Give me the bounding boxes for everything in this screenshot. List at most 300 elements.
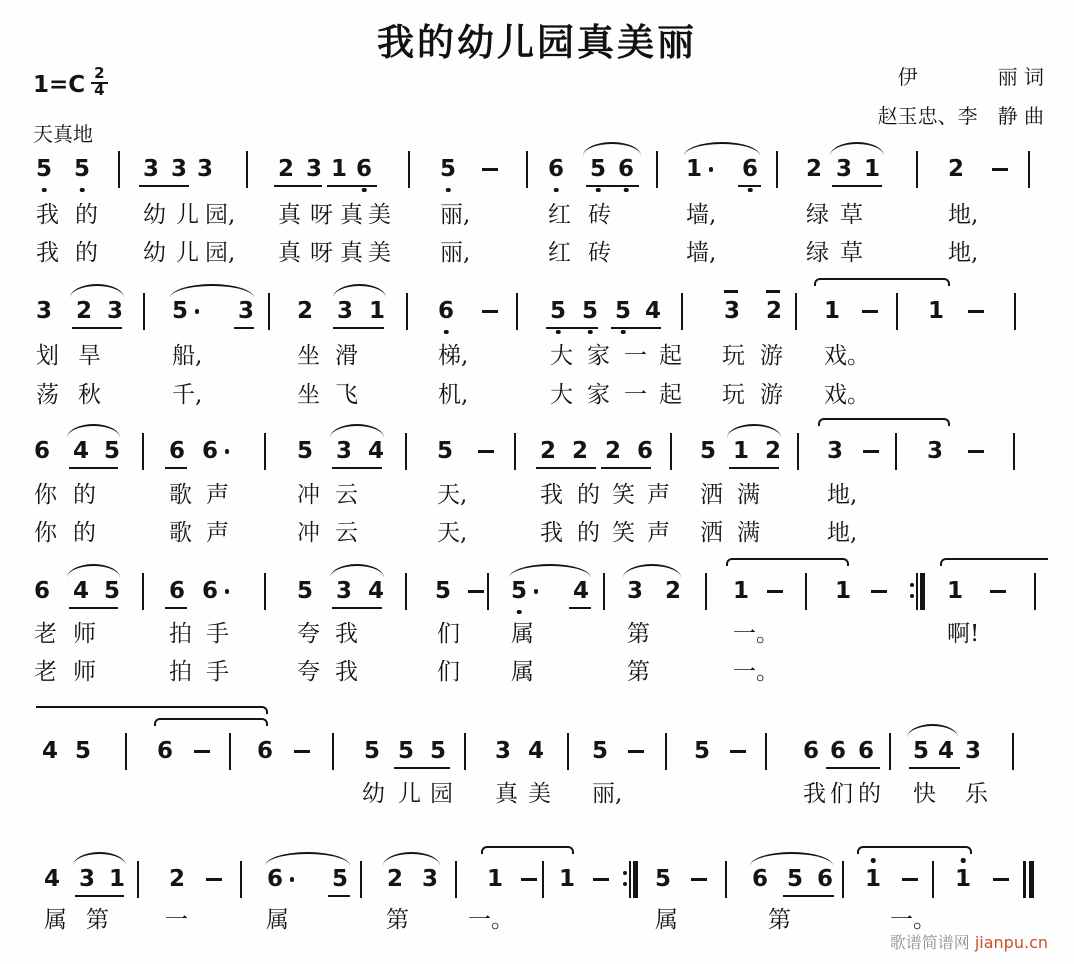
barline [137,861,139,898]
tie-bracket [814,278,950,286]
jianpu-note: 2 [605,438,622,464]
slur [727,424,781,438]
lyric-syllable: 一 [624,343,647,369]
lyric-syllable: 我 [540,520,563,546]
jianpu-note: 3 [495,738,512,764]
duration-dash [468,590,484,593]
barline [455,861,457,898]
eighth-beam [333,327,384,329]
lyric-syllable: 旱 [78,343,101,369]
lyric-syllable: 儿 [398,781,421,807]
repeat-barline [623,861,638,898]
lyric-syllable: 洒 [700,520,723,546]
jianpu-note: 1 [947,578,964,604]
barline [725,861,727,898]
augmentation-dot [195,309,200,314]
jianpu-note: 3 [79,866,96,892]
lyric-syllable: 美 [368,202,391,228]
lyric-syllable: 属 [266,907,289,933]
eighth-beam [586,185,639,187]
lyric-syllable: 夸 [297,659,320,685]
jianpu-note: 6 [858,738,875,764]
duration-dash [206,878,222,881]
barline [805,573,807,610]
lyric-syllable: 荡 [36,382,59,408]
jianpu-note: 2 [76,298,93,324]
song-title: 我的幼儿园真美丽 [377,20,697,64]
eighth-beam [783,895,834,897]
duration-dash [863,450,879,453]
lyric-syllable: 声 [647,482,670,508]
jianpu-note: 6 [752,866,769,892]
jianpu-note: 3 [238,298,255,324]
jianpu-note: 5 [700,438,717,464]
jianpu-note: 5 [787,866,804,892]
barline [405,433,407,470]
lyric-syllable: 第 [768,907,791,933]
slur [330,564,384,578]
lyric-syllable: 家 [587,343,610,369]
barline [268,293,270,330]
eighth-beam [274,185,322,187]
lyric-syllable: 一 [624,382,647,408]
credits [878,58,1044,136]
lyric-syllable: 真 [278,240,301,266]
lyric-syllable: 戏。 [824,343,870,369]
tie-bracket [481,846,574,854]
barline [889,733,891,770]
eighth-beam [72,327,122,329]
barline [842,861,844,898]
repeat-barline [910,573,925,610]
duration-dash [691,878,707,881]
jianpu-note: 5 [440,158,456,181]
jianpu-note: 5 [615,300,631,323]
octave-dot-low [596,188,601,193]
jianpu-note: 3 [171,156,188,182]
lyric-syllable: 草 [840,240,863,266]
eighth-beam [546,327,598,329]
lyric-syllable: 绿 [806,240,829,266]
jianpu-note: 2 [765,438,782,464]
barline [932,861,934,898]
lyric-syllable: 家 [587,382,610,408]
lyric-syllable: 机, [438,382,469,408]
jianpu-note: 6 [157,738,174,764]
eighth-beam [832,185,882,187]
lyric-syllable: 冲 [297,520,320,546]
lyric-syllable: 一。 [890,907,936,933]
duration-dash [968,310,984,313]
lyric-syllable: 草 [840,202,863,228]
slur [67,564,120,578]
octave-dot-low [748,188,753,193]
slur [623,564,681,578]
jianpu-note: 1 [928,298,945,324]
lyric-syllable: 千, [172,382,203,408]
jianpu-note: 1 [865,868,881,891]
lyric-syllable: 天, [437,482,468,508]
eighth-beam [139,185,189,187]
lyric-syllable: 老 [34,659,57,685]
eighth-beam [327,185,377,187]
jianpu-note: 1 [487,866,504,892]
barline [332,733,334,770]
lyric-syllable: 一。 [468,907,514,933]
key-signature [33,64,108,107]
lyric-syllable: 我 [36,202,59,228]
eighth-beam [69,467,118,469]
lyric-syllable: 戏。 [824,382,870,408]
jianpu-note: 6 [830,738,847,764]
eighth-beam [165,467,187,469]
barline [408,151,410,188]
barline [895,433,897,470]
jianpu-note: 1 [686,158,702,181]
time-signature-denominator: 4 [94,81,105,100]
jianpu-note: 3 [724,300,740,323]
lyric-syllable: 洒 [700,482,723,508]
jianpu-note: 2 [540,438,557,464]
jianpu-note: 3 [422,866,439,892]
eighth-beam [328,895,350,897]
slur [830,142,884,156]
jianpu-note: 6 [356,158,372,181]
barline [542,861,544,898]
jianpu-note: 3 [927,438,944,464]
jianpu-note: 1 [559,866,576,892]
final-barline [1023,861,1035,898]
lyric-syllable: 墙, [686,202,717,228]
jianpu-note: 4 [73,578,90,604]
lyric-syllable: 师 [73,659,96,685]
eighth-beam [601,467,651,469]
barline [1013,433,1015,470]
composer-credit: 赵玉忠、李 静 曲 [877,104,1044,128]
lyric-syllable: 笑 [612,482,635,508]
watermark-site: 歌谱简谱网 [889,933,975,952]
duration-dash [478,450,494,453]
lyric-syllable: 儿 [176,240,199,266]
eighth-beam [332,607,382,609]
octave-dot-low [556,330,561,335]
slur [684,142,760,156]
jianpu-note: 2 [169,866,186,892]
jianpu-note: 6 [817,866,834,892]
jianpu-note: 1 [733,438,750,464]
duration-dash [992,168,1008,171]
jianpu-note: 2 [665,578,682,604]
jianpu-note: 5 [172,300,188,323]
octave-dot-low [446,188,451,193]
jianpu-note: 6 [742,158,758,181]
jianpu-note: 2 [766,300,782,323]
augmentation-dot [534,589,539,594]
barline [264,573,266,610]
barline [142,573,144,610]
lyric-syllable: 我 [803,781,826,807]
jianpu-note: 1 [109,866,126,892]
lyric-syllable: 歌 [169,520,192,546]
lyric-syllable: 手 [206,621,229,647]
lyric-syllable: 你 [34,520,57,546]
lyric-syllable: 丽, [440,202,471,228]
jianpu-note: 6 [34,578,51,604]
octave-dot-low [517,610,522,615]
lyric-syllable: 幼 [362,781,385,807]
lyric-syllable: 游 [760,343,783,369]
jianpu-note: 1 [369,298,386,324]
barline [896,293,898,330]
lyric-syllable: 属 [44,907,67,933]
eighth-beam [909,767,960,769]
duration-dash [593,878,609,881]
lyric-syllable: 的 [75,202,98,228]
jianpu-note: 4 [73,438,90,464]
lyric-syllable: 幼 [143,240,166,266]
lyric-syllable: 手 [206,659,229,685]
barline [1012,733,1014,770]
augmentation-dot [225,449,230,454]
tenuto-mark [766,290,780,293]
lyric-syllable: 滑 [335,343,358,369]
jianpu-note: 2 [572,438,589,464]
eighth-beam [69,607,118,609]
duration-dash [767,590,783,593]
lyric-syllable: 的 [858,781,881,807]
duration-dash [294,750,310,753]
jianpu-note: 5 [590,158,606,181]
octave-dot-low [621,330,626,335]
lyric-syllable: 快 [913,781,936,807]
lyric-syllable: 起 [659,382,682,408]
lyric-syllable: 划 [36,343,59,369]
slur [70,284,124,298]
lyric-syllable: 啊! [947,621,980,647]
tie-bracket [818,418,950,426]
jianpu-note: 4 [368,578,385,604]
jianpu-note: 6 [267,868,283,891]
jianpu-note: 1 [955,868,971,891]
lyric-syllable: 的 [75,240,98,266]
jianpu-note: 3 [336,438,353,464]
lyric-syllable: 你 [34,482,57,508]
lyric-syllable: 船, [172,343,203,369]
lyric-syllable: 歌 [169,482,192,508]
barline [516,293,518,330]
eighth-beam [738,185,761,187]
lyric-syllable: 坐 [297,343,320,369]
duration-dash [902,878,918,881]
jianpu-note: 6 [257,738,274,764]
octave-dot-low [554,188,559,193]
jianpu-note: 3 [197,156,214,182]
jianpu-note: 2 [948,156,965,182]
lyric-syllable: 们 [437,621,460,647]
time-signature [91,65,107,100]
tie-bracket-open [940,558,1048,566]
eighth-beam [611,327,661,329]
lyric-syllable: 玩 [722,382,745,408]
duration-dash [521,878,537,881]
lyric-syllable: 第 [627,621,650,647]
tenuto-mark [724,290,738,293]
lyricist-credit: 伊 丽 词 [897,65,1044,89]
jianpu-note: 3 [36,298,53,324]
lyric-syllable: 丽, [592,781,623,807]
lyric-syllable: 地, [827,482,858,508]
lyric-syllable: 属 [511,621,534,647]
jianpu-note: 3 [836,156,853,182]
jianpu-note: 6 [637,438,654,464]
octave-dot-low [80,188,85,193]
jianpu-note: 5 [297,438,314,464]
lyric-syllable: 的 [73,520,96,546]
octave-dot-low [444,330,449,335]
slur [750,852,833,866]
lyric-syllable: 秋 [78,382,101,408]
lyric-syllable: 梯, [438,343,469,369]
eighth-beam [332,467,382,469]
eighth-beam [729,467,779,469]
slur [907,724,958,738]
barline [567,733,569,770]
lyric-syllable: 呀 [310,240,333,266]
lyric-syllable: 砖 [588,240,611,266]
jianpu-note: 1 [331,156,348,182]
lyric-syllable: 天, [437,520,468,546]
tie-bracket [154,718,268,726]
jianpu-note: 1 [864,156,881,182]
jianpu-note: 6 [202,580,218,603]
barline [143,293,145,330]
jianpu-note: 5 [332,866,349,892]
watermark-url-link[interactable]: jianpu.cn [974,933,1048,952]
jianpu-note: 4 [368,438,385,464]
duration-dash [968,450,984,453]
lyric-syllable: 满 [737,482,760,508]
jianpu-note: 2 [297,298,314,324]
lyric-syllable: 红 [548,202,571,228]
lyric-syllable: 游 [760,382,783,408]
lyric-syllable: 幼 [143,202,166,228]
jianpu-note: 5 [297,578,314,604]
jianpu-note: 3 [306,156,323,182]
jianpu-note: 1 [733,578,750,604]
duration-dash [194,750,210,753]
barline [464,733,466,770]
lyric-syllable: 美 [528,781,551,807]
jianpu-note: 5 [104,438,121,464]
jianpu-note: 6 [438,300,454,323]
barline [1028,151,1030,188]
lyric-syllable: 我 [335,621,358,647]
jianpu-note: 6 [34,438,51,464]
jianpu-note: 1 [835,578,852,604]
jianpu-note: 5 [430,738,447,764]
jianpu-note: 2 [278,156,295,182]
lyric-syllable: 地, [948,202,979,228]
slur [265,852,350,866]
augmentation-dot [709,167,714,172]
jianpu-note: 5 [74,158,90,181]
jianpu-note: 5 [913,738,930,764]
jianpu-note: 3 [107,298,124,324]
jianpu-note: 6 [202,440,218,463]
jianpu-note: 1 [824,298,841,324]
duration-dash [482,168,498,171]
lyric-syllable: 们 [437,659,460,685]
lyric-syllable: 拍 [169,659,192,685]
jianpu-note: 3 [827,438,844,464]
lyric-syllable: 老 [34,621,57,647]
jianpu-note: 4 [44,866,61,892]
duration-dash [990,590,1006,593]
barline [1034,573,1036,610]
jianpu-note: 6 [803,738,820,764]
lyric-syllable: 第 [627,659,650,685]
lyric-syllable: 第 [86,907,109,933]
slur [67,424,120,438]
barline [776,151,778,188]
slur [383,852,440,866]
jianpu-note: 5 [398,738,415,764]
lyric-syllable: 属 [655,907,678,933]
jianpu-note: 6 [169,438,186,464]
jianpu-note: 3 [143,156,160,182]
barline [1014,293,1016,330]
jianpu-note: 2 [806,156,823,182]
lyric-syllable: 属 [511,659,534,685]
jianpu-note: 6 [618,158,634,181]
lyric-syllable: 第 [386,907,409,933]
duration-dash [993,878,1009,881]
time-signature-numerator: 2 [91,64,107,84]
barline [797,433,799,470]
lyric-syllable: 丽, [440,240,471,266]
jianpu-note: 5 [655,866,672,892]
barline [406,293,408,330]
jianpu-note: 3 [965,738,982,764]
barline [229,733,231,770]
eighth-beam [234,327,254,329]
tempo-marking: 天真地 [33,122,93,146]
lyric-syllable: 一 [165,907,188,933]
lyric-syllable: 真 [495,781,518,807]
tie-bracket [726,558,849,566]
barline [125,733,127,770]
barline [240,861,242,898]
jianpu-note: 5 [36,158,52,181]
jianpu-note: 4 [42,738,59,764]
eighth-beam [826,767,880,769]
octave-dot-low [624,188,629,193]
barline [603,573,605,610]
barline [681,293,683,330]
octave-dot-high [961,858,966,863]
lyric-syllable: 呀 [310,202,333,228]
slur [509,564,591,578]
barline [142,433,144,470]
lyric-syllable: 夸 [297,621,320,647]
barline [264,433,266,470]
lyric-syllable: 笑 [612,520,635,546]
barline [665,733,667,770]
key-label: 1=C [33,72,86,98]
slur [333,284,386,298]
slur [583,142,641,156]
lyric-syllable: 墙, [686,240,717,266]
